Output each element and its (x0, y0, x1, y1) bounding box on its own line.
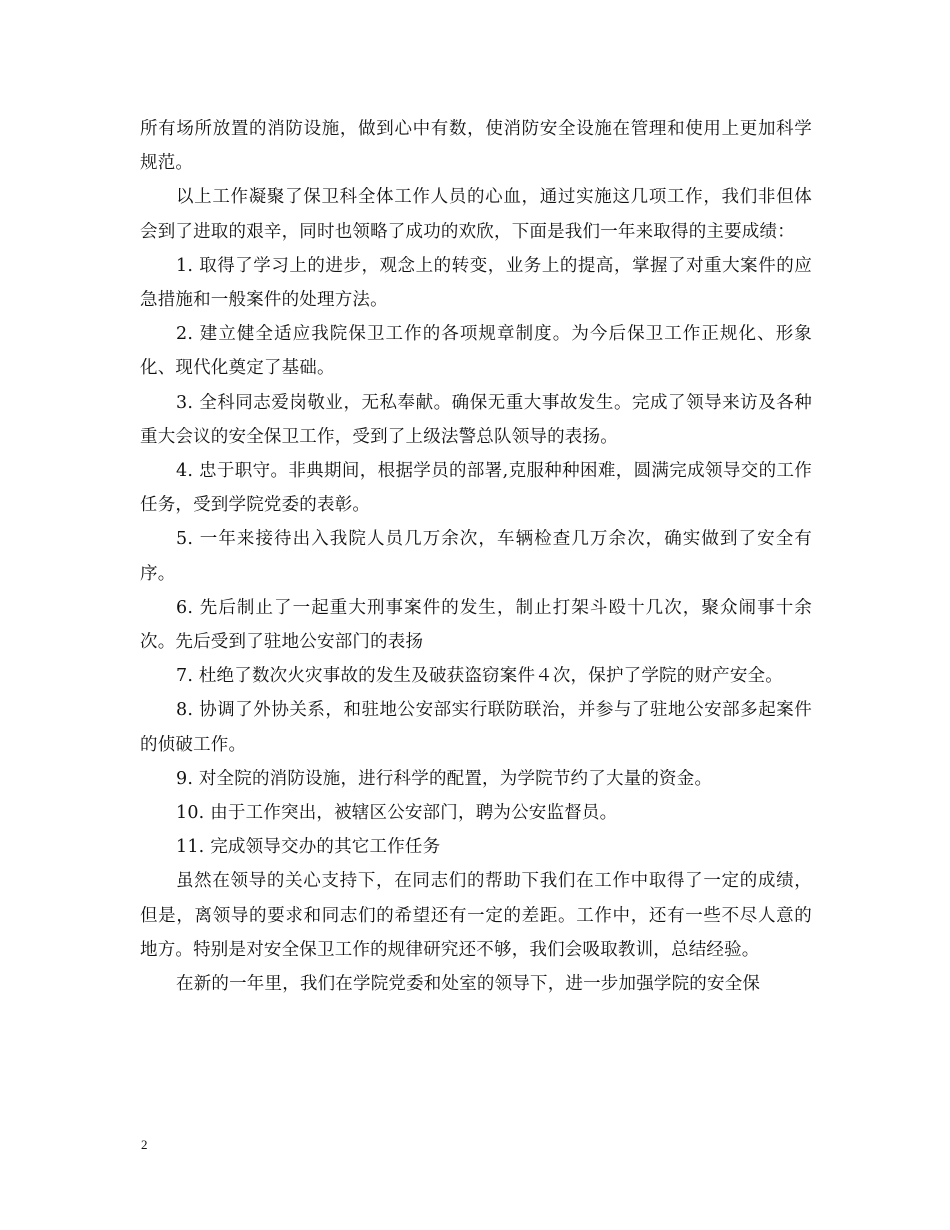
achievement-item-6: 6. 先后制止了一起重大刑事案件的发生，制止打架斗殴十几次，聚众闹事十余次。先后受到了驻地公安部门的表扬 (140, 597, 812, 653)
page-number: 2 (141, 1137, 148, 1152)
achievement-item-9: 9. 对全院的消防设施，进行科学的配置，为学院节约了大量的资金。 (176, 768, 713, 789)
achievement-item-10: 10. 由于工作突出，被辖区公安部门，聘为公安监督员。 (176, 803, 618, 824)
achievement-item-7: 7. 杜绝了数次火灾事故的发生及破获盗窃案件４次，保护了学院的财产安全。 (176, 666, 783, 687)
page-body (140, 112, 812, 1001)
achievement-item-8: 8. 协调了外协关系，和驻地公安部实行联防联治，并参与了驻地公安部多起案件的侦破工作。 (140, 700, 812, 755)
achievement-item-4: 4. 忠于职守。非典期间，根据学员的部署,克服种种困难，圆满完成领导交的工作任务，受到学院党委的表彰。 (140, 461, 812, 516)
achievement-item-11: 11. 完成领导交办的其它工作任务 (176, 837, 441, 858)
achievement-item-5: 5. 一年来接待出入我院人员几万余次，车辆检查几万余次，确实做到了安全有序。 (140, 529, 812, 584)
paragraph-shortcomings: 虽然在领导的关心支持下，在同志们的帮助下我们在工作中取得了一定的成绩，但是，离领导的要求和同志们的希望还有一定的差距。工作中，还有一些不尽人意的地方。特别是对安全保卫工作的规律研究还不够，我们会吸取教训，总结经验。 (140, 871, 812, 960)
achievement-item-2: 2. 建立健全适应我院保卫工作的各项规章制度。为今后保卫工作正规化、形象化、现代化奠定了基础。 (140, 324, 812, 379)
paragraph-summary-intro: 以上工作凝聚了保卫科全体工作人员的心血，通过实施这几项工作，我们非但体会到了进取的艰辛，同时也领略了成功的欢欣，下面是我们一年来取得的主要成绩： (140, 187, 812, 242)
achievement-item-1: 1. 取得了学习上的进步，观念上的转变，业务上的提高，掌握了对重大案件的应急措施和一般案件的处理方法。 (140, 255, 812, 311)
achievement-item-3: 3. 全科同志爱岗敬业，无私奉献。确保无重大事故发生。完成了领导来访及各种重大会议的安全保卫工作，受到了上级法警总队领导的表扬。 (140, 392, 812, 447)
paragraph-continuation: 所有场所放置的消防设施，做到心中有数，使消防安全设施在管理和使用上更加科学规范。 (140, 119, 812, 174)
paragraph-next-year: 在新的一年里，我们在学院党委和处室的领导下，进一步加强学院的安全保 (176, 974, 761, 995)
